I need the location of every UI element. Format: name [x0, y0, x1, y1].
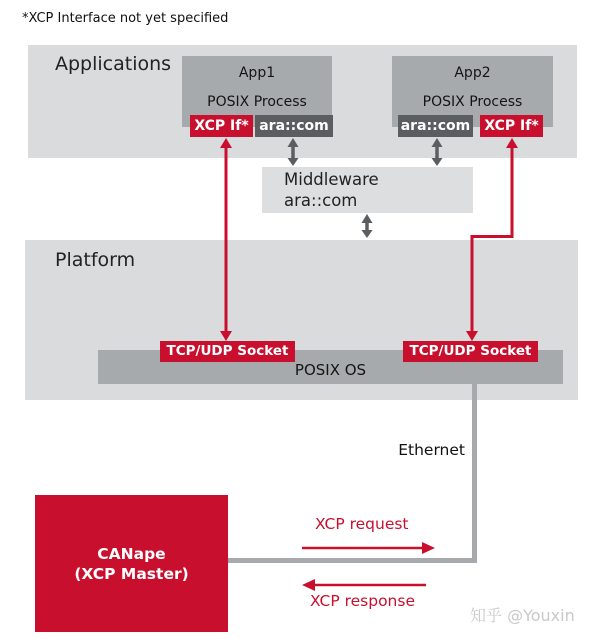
app2-process-label: POSIX Process [422, 94, 523, 110]
tcp-udp-socket-right: TCP/UDP Socket [403, 341, 538, 362]
xcp-response-label: XCP response [310, 592, 415, 610]
middleware-ara-com-label: ara::com [284, 191, 358, 210]
xcp-request-arrow [302, 542, 435, 554]
middleware-platform-arrow [362, 214, 373, 238]
ethernet-line [228, 384, 475, 561]
app2-name: App2 [454, 65, 491, 81]
app1-ara-com-chip: ara::com [255, 115, 333, 137]
app1-xcp-interface-chip: XCP If* [190, 115, 253, 137]
applications-section-label: Applications [55, 53, 172, 75]
footnote-text: *XCP Interface not yet specified [22, 11, 229, 26]
canape-name: CANape [97, 544, 166, 563]
xcp-response-arrow [302, 579, 426, 591]
platform-section-label: Platform [55, 249, 136, 271]
posix-os-label: POSIX OS [294, 361, 367, 379]
ethernet-label: Ethernet [398, 441, 465, 459]
middleware-title: Middleware [284, 170, 379, 189]
app2-ara-com-chip: ara::com [398, 115, 473, 137]
app2-xcp-interface-chip: XCP If* [480, 115, 543, 137]
middleware-box [262, 167, 473, 213]
tcp-udp-socket-left: TCP/UDP Socket [160, 341, 295, 362]
app1-name: App1 [238, 65, 276, 81]
watermark-text: 知乎 @Youxin [470, 606, 575, 625]
canape-role: (XCP Master) [74, 564, 189, 583]
app1-process-label: POSIX Process [207, 94, 307, 110]
xcp-request-label: XCP request [315, 515, 409, 533]
canape-xcp-master-box [35, 495, 228, 632]
